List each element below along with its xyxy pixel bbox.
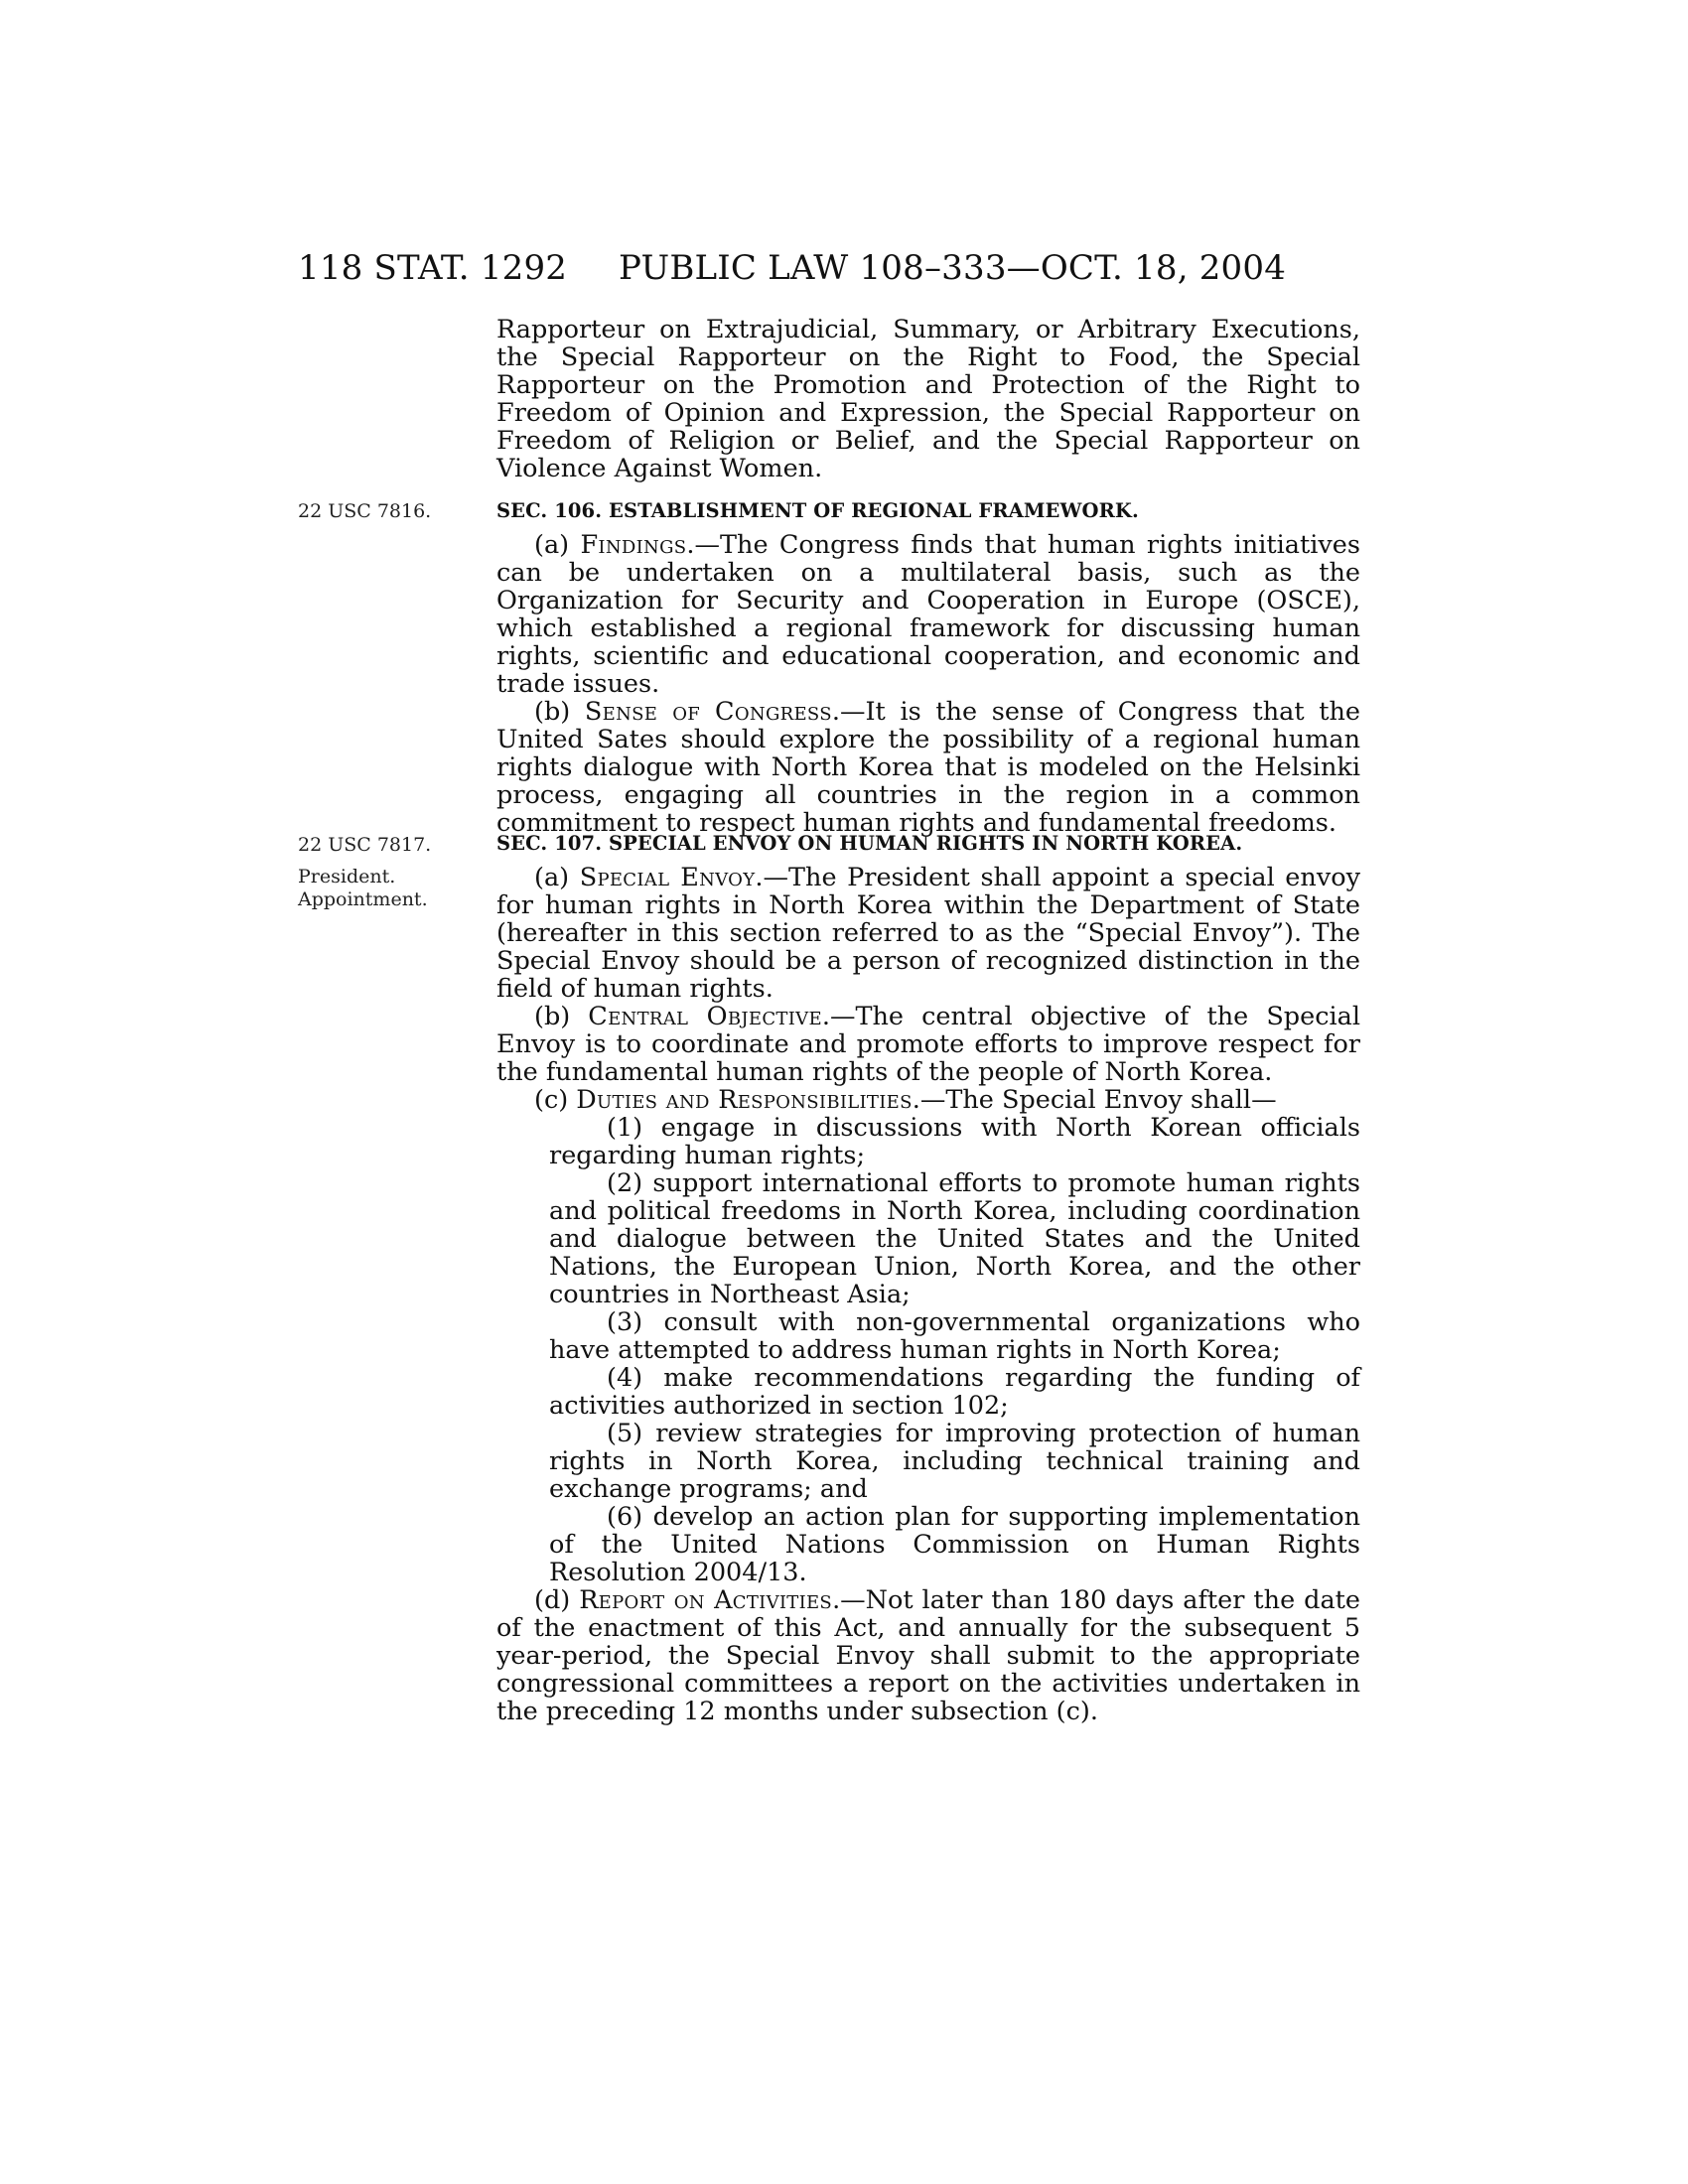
sec107-c-caption: Duties and Responsibilities [576,1085,913,1115]
sec107-a-label: (a) [534,863,580,892]
margin-citation-sec107: 22 USC 7817. [298,834,432,856]
section-heading-107: SEC. 107. SPECIAL ENVOY ON HUMAN RIGHTS IN NORTH KOREA. [496,832,1243,855]
list-item: (5) review strategies for improving protection of human rights in North Korea, including technical training and exchange programs; and [549,1419,1360,1504]
sec106-subsection-b [496,698,1360,837]
sec106-a-caption: Findings [580,530,687,560]
sec107-subsection-c [496,1086,1360,1114]
sec106-b-text: .—It is the sense of Congress that the United Sates should explore the possibility of a regional human rights dialogue with North Korea that is modeled on the Helsinki process, engaging all countries in the region in a common commitment to respect human rights and fundamental freedoms. [496,697,1360,838]
margin-note-appointment: Appointment. [298,888,428,910]
duties-list [496,1114,1360,1586]
section-107-body [496,864,1360,1725]
sec106-b-label: (b) [534,697,585,727]
list-item: (2) support international efforts to promote human rights and political freedoms in North Korea, including coordination and dialogue between the United States and the United Nations, the European Union, North Korea, and the other countries in Northeast Asia; [549,1168,1360,1309]
sec107-a-text: .—The President shall appoint a special envoy for human rights in North Korea within the Department of State (hereafter in this section referred to as the “Special Envoy”). The Special Envoy should be a person of recognized distinction in the field of human rights. [496,863,1360,1004]
list-item: (3) consult with non-governmental organizations who have attempted to address human rights in North Korea; [549,1307,1360,1365]
public-law-citation: PUBLIC LAW 108–333—OCT. 18, 2004 [619,248,1287,288]
sec107-c-label: (c) [534,1085,577,1115]
margin-citation-sec106: 22 USC 7816. [298,500,432,522]
list-item: (4) make recommendations regarding the funding of activities authorized in section 102; [549,1363,1360,1421]
sec107-d-caption: Report on Activities [579,1585,833,1615]
sec106-b-caption: Sense of Congress [584,697,832,727]
list-item: (1) engage in discussions with North Korean officials regarding human rights; [549,1113,1360,1170]
sec107-d-text: .—Not later than 180 days after the date of the enactment of this Act, and annually for the subsequent 5 year-period, the Special Envoy shall submit to the appropriate congressional committees a report on the activities undertaken in the preceding 12 months under subsection (c). [496,1585,1360,1726]
section-106-body [496,531,1360,837]
sec107-b-text: .—The central objective of the Special Envoy is to coordinate and promote efforts to improve respect for the fundamental human rights of the people of North Korea. [496,1002,1360,1087]
sec107-subsection-a [496,864,1360,1003]
sec107-a-caption: Special Envoy [579,863,756,892]
continuation-paragraph [496,316,1360,482]
list-item: (6) develop an action plan for supporting implementation of the United Nations Commission on Human Rights Resolution 2004/13. [549,1502,1360,1587]
sec106-a-label: (a) [534,530,581,560]
sec107-c-text: .—The Special Envoy shall— [912,1085,1277,1115]
continuation-text: Rapporteur on Extrajudicial, Summary, or Arbitrary Executions, the Special Rapporteur on the Right to Food, the Special Rapporteur on the Promotion and Protection of the Right to Freedom of Opinion and Expression, the Special Rapporteur on Freedom of Religion or Belief, and the Special Rapporteur on Violence Against Women. [496,315,1360,483]
sec106-a-text: .—The Congress finds that human rights initiatives can be undertaken on a multilateral basis, such as the Organization for Security and Cooperation in Europe (OSCE), which established a regional framework for discussing human rights, scientific and educational cooperation, and economic and trade issues. [496,530,1360,699]
sec107-b-label: (b) [534,1002,589,1031]
sec106-subsection-a [496,531,1360,698]
statute-page-number: 118 STAT. 1292 [298,248,568,288]
sec107-subsection-b [496,1003,1360,1086]
sec107-subsection-d [496,1586,1360,1725]
margin-note-president: President. [298,866,396,887]
sec107-b-caption: Central Objective [588,1002,822,1031]
sec107-d-label: (d) [534,1585,580,1615]
section-heading-106: SEC. 106. ESTABLISHMENT OF REGIONAL FRAMEWORK. [496,499,1139,522]
